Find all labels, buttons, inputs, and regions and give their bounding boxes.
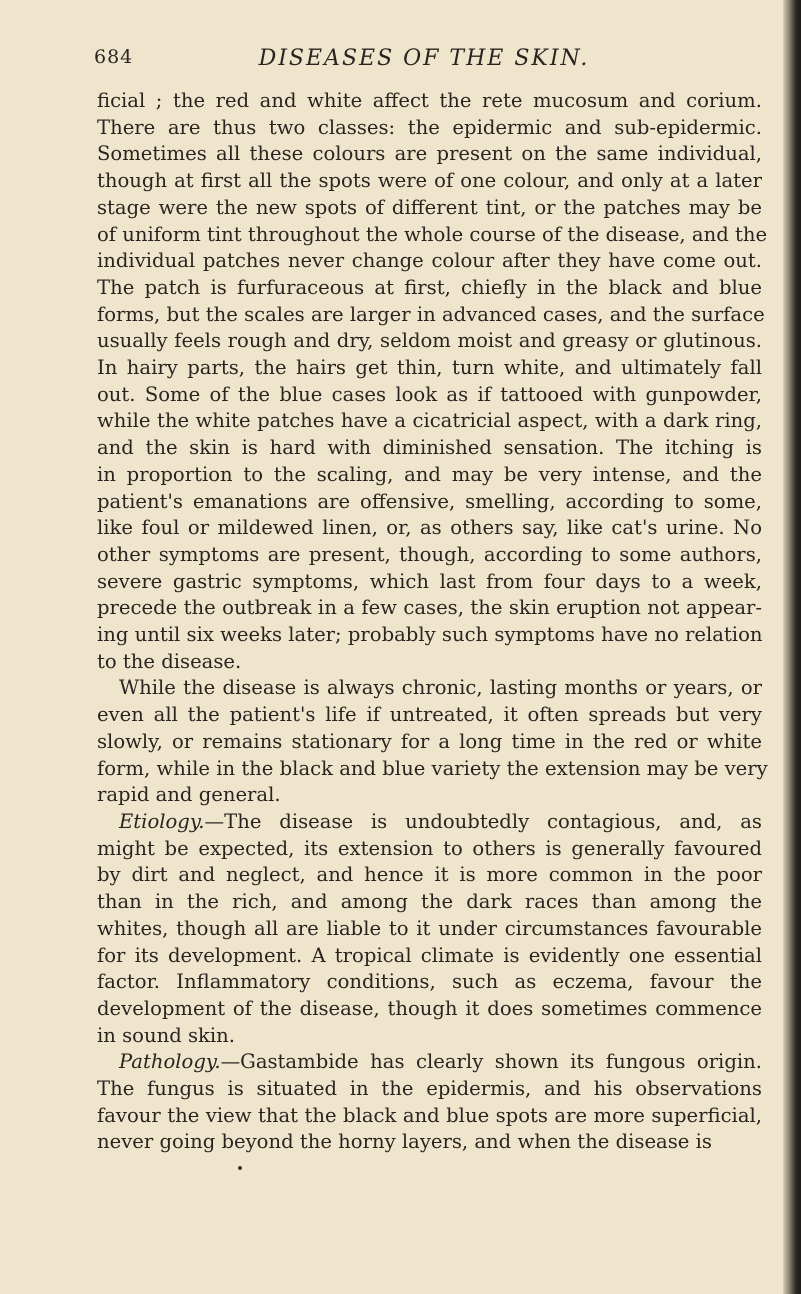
text-line: slowly, or remains stationary for a long time in the red or white — [97, 729, 762, 753]
text-line: in sound skin. — [97, 1023, 236, 1047]
text-line: of uniform tint throughout the whole course of the disease, and the — [97, 222, 768, 246]
text-line: patient's emanations are offensive, smelling, according to some, — [97, 489, 762, 513]
text-line: never going beyond the horny layers, and when the disease is — [97, 1130, 712, 1154]
text-line: in proportion to the scaling, and may be very intense, and the — [97, 462, 762, 486]
side-heading: Etiology. — [119, 809, 205, 833]
paragraph — [97, 88, 768, 675]
page-header — [94, 46, 754, 86]
paragraph — [97, 1049, 762, 1156]
text-line: stage were the new spots of different tint, or the patches may be — [97, 195, 762, 219]
text-line: than in the rich, and among the dark races than among the — [97, 890, 762, 914]
text-line: Sometimes all these colours are present on the same individual, — [97, 142, 762, 166]
text-line: development of the disease, though it does sometimes commence — [97, 996, 762, 1020]
text-line: and the skin is hard with diminished sensation. The itching is — [97, 436, 762, 460]
text-line: forms, but the scales are larger in advanced cases, and the surface — [97, 302, 765, 326]
text-line: though at first all the spots were of one colour, and only at a later — [97, 169, 762, 193]
text-line — [97, 1049, 762, 1076]
text-line: favour the view that the black and blue spots are more superficial, — [97, 1103, 762, 1127]
text-line: factor. Inflammatory conditions, such as eczema, favour the — [97, 970, 762, 994]
text-line: In hairy parts, the hairs get thin, turn white, and ultimately fall — [97, 356, 762, 380]
text-line: might be expected, its extension to others is generally favoured — [97, 836, 762, 860]
text-line: out. Some of the blue cases look as if tattooed with gunpowder, — [97, 382, 762, 406]
text-line: There are thus two classes: the epidermic and sub-epidermic. — [97, 115, 762, 139]
text-line: like foul or mildewed linen, or, as others say, like cat's urine. No — [97, 516, 762, 540]
text-line: while the white patches have a cicatricial aspect, with a dark ring, — [97, 409, 762, 433]
text-line: rapid and general. — [97, 783, 281, 807]
text-line: whites, though all are liable to it under circumstances favourable — [97, 916, 762, 940]
text-line: The patch is furfuraceous at first, chiefly in the black and blue — [97, 275, 762, 299]
text-line: form, while in the black and blue variety the extension may be very — [97, 756, 768, 780]
text-line: usually feels rough and dry, seldom moist and greasy or glutinous. — [97, 329, 762, 353]
page-number: 684 — [94, 46, 134, 68]
line-text: —The disease is undoubtedly contagious, and, as — [204, 809, 762, 833]
text-line — [97, 809, 762, 836]
running-title: DISEASES OF THE SKIN. — [258, 46, 590, 71]
text-line: for its development. A tropical climate is evidently one essential — [97, 943, 762, 967]
text-line: to the disease. — [97, 649, 242, 673]
text-line: ing until six weeks later; probably such symptoms have no relation — [97, 623, 763, 647]
paper-speck — [238, 1166, 242, 1170]
body-text — [97, 88, 768, 1156]
line-text: —Gastambide has clearly shown its fungous origin. — [220, 1050, 762, 1074]
text-line: even all the patient's life if untreated, it often spreads but very — [97, 703, 762, 727]
text-line: severe gastric symptoms, which last from four days to a week, — [97, 569, 762, 593]
text-line: by dirt and neglect, and hence it is more common in the poor — [97, 863, 762, 887]
text-line: other symptoms are present, though, according to some authors, — [97, 542, 762, 566]
paragraph — [97, 809, 762, 1049]
text-line: While the disease is always chronic, lasting months or years, or — [119, 676, 762, 700]
text-line: The fungus is situated in the epidermis, and his observations — [97, 1077, 762, 1101]
text-line: precede the outbreak in a few cases, the skin eruption not appear- — [97, 596, 762, 620]
paragraph — [97, 675, 768, 809]
text-line: ficial ; the red and white affect the rete mucosum and corium. — [97, 89, 762, 112]
text-line: individual patches never change colour after they have come out. — [97, 249, 762, 273]
side-heading: Pathology. — [119, 1050, 221, 1074]
page-edge-shadow — [783, 0, 801, 1294]
